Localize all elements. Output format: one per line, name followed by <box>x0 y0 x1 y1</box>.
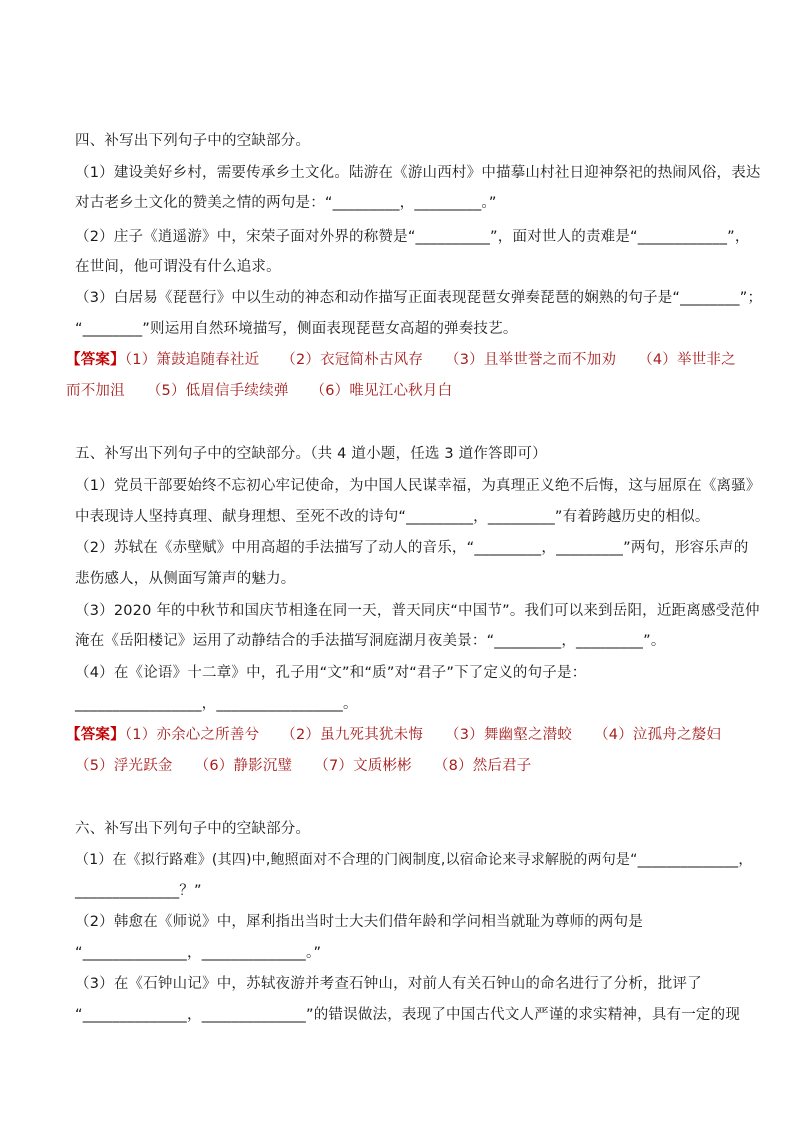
section6-q3-line2: “______________，______________”的错误做法，表现了中国古代文人严谨的求实精神，具有一定的现 <box>75 1007 741 1023</box>
section4-q1-line2: 对古老乡土文化的赞美之情的两句是：“_________，_________。” <box>75 195 497 211</box>
answer-item: （3）且举世誉之而不加劝 <box>445 352 617 368</box>
section5-heading: 五、补写出下列句子中的空缺部分。（共 4 道小题，任选 3 道作答即可） <box>75 446 547 462</box>
section4-answer-line2 <box>66 380 452 402</box>
section5-answer-line2 <box>75 755 532 777</box>
section4-answer-line1 <box>66 349 736 371</box>
answer-item: （4）泣孤舟之嫠妇 <box>594 727 722 743</box>
answer-item: （1）箫鼓追随春社近 <box>124 352 260 368</box>
answer-item: （8）然后君子 <box>433 758 532 774</box>
answer-item: （5）浮光跃金 <box>75 758 173 774</box>
section6-q1-line2: ______________？” <box>75 883 202 899</box>
answer-item: （7）文质彬彬 <box>314 758 412 774</box>
answer-label: 【答案】 <box>66 352 125 368</box>
answer-item: （5）低眉信手续续弹 <box>146 383 289 399</box>
answer-item: （3）舞幽壑之潜蛟 <box>445 727 573 743</box>
section6-q2-line2: “______________，______________。” <box>75 945 322 961</box>
section5-q2-line2: 悲伤感人，从侧面写箫声的魅力。 <box>75 571 296 587</box>
section5-q3-line1: （3）2020 年的中秋节和国庆节相逢在同一天，普天同庆“中国节”。我们可以来到岳阳，近距离感受范仲 <box>75 603 760 619</box>
section4-q3-line1: （3）白居易《琵琶行》中以生动的神态和动作描写正面表现琵琶女弹奏琵琶的娴熟的句子是“________”； <box>75 290 763 306</box>
answer-item: （6）静影沉璧 <box>194 758 293 774</box>
section4-q2-line1: （2）庄子《逍遥游》中，宋荣子面对外界的称赞是“__________”，面对世人的责难是“____________”， <box>75 229 750 245</box>
section5-q4-line1: （4）在《论语》十二章》中，孔子用“文”和“质”对“君子”下了定义的句子是： <box>75 665 587 681</box>
section4-q2-line2: 在世间，他可谓没有什么追求。 <box>75 259 281 275</box>
answer-item: 而不加沮 <box>66 383 125 399</box>
section5-answer-line1 <box>66 724 721 746</box>
section5-q3-line2: 淹在《岳阳楼记》运用了动静结合的手法描写洞庭湖月夜美景：“_________，_________”。 <box>75 633 666 649</box>
section6-q1-line1: （1）在《拟行路难》(其四)中,鲍照面对不合理的门阀制度,以宿命论来寻求解脱的两句是“______________， <box>75 852 753 868</box>
answer-item: （1）亦余心之所善兮 <box>124 727 260 743</box>
section5-q4-line2: _________________，_________________。 <box>75 696 358 712</box>
section4-q3-line2: “________”则运用自然环境描写，侧面表现琵琶女高超的弹奏技艺。 <box>75 321 518 337</box>
answer-label: 【答案】 <box>66 727 125 743</box>
section5-q1-line1: （1）党员干部要始终不忘初心牢记使命，为中国人民谋幸福，为真理正义绝不后悔，这与屈原在《离骚》 <box>75 478 761 494</box>
section6-q2-line1: （2）韩愈在《师说》中，犀利指出当时士大夫们借年龄和学问相当就耻为尊师的两句是 <box>75 914 644 930</box>
section6-q3-line1: （3）在《石钟山记》中，苏轼夜游并考查石钟山，对前人有关石钟山的命名进行了分析，批评了 <box>75 976 702 992</box>
section5-q2-line1: （2）苏轼在《赤壁赋》中用高超的手法描写了动人的音乐，“_________，_________”两句，形容乐声的 <box>75 540 749 556</box>
section5-q1-line2: 中表现诗人坚持真理、献身理想、至死不改的诗句“_________，_________”有着跨越历史的相似。 <box>75 509 710 525</box>
answer-item: （6）唯见江心秋月白 <box>310 383 453 399</box>
section4-heading: 四、补写出下列句子中的空缺部分。 <box>75 133 311 149</box>
section4-q1-line1: （1）建设美好乡村，需要传承乡土文化。陆游在《游山西村》中描摹山村社日迎神祭祀的热闹风俗，表达 <box>75 165 761 181</box>
answer-item: （2）虽九死其犹未悔 <box>281 727 424 743</box>
answer-item: （4）举世非之 <box>638 352 736 368</box>
answer-item: （2）衣冠简朴古风存 <box>281 352 424 368</box>
section6-heading: 六、补写出下列句子中的空缺部分。 <box>75 821 311 837</box>
